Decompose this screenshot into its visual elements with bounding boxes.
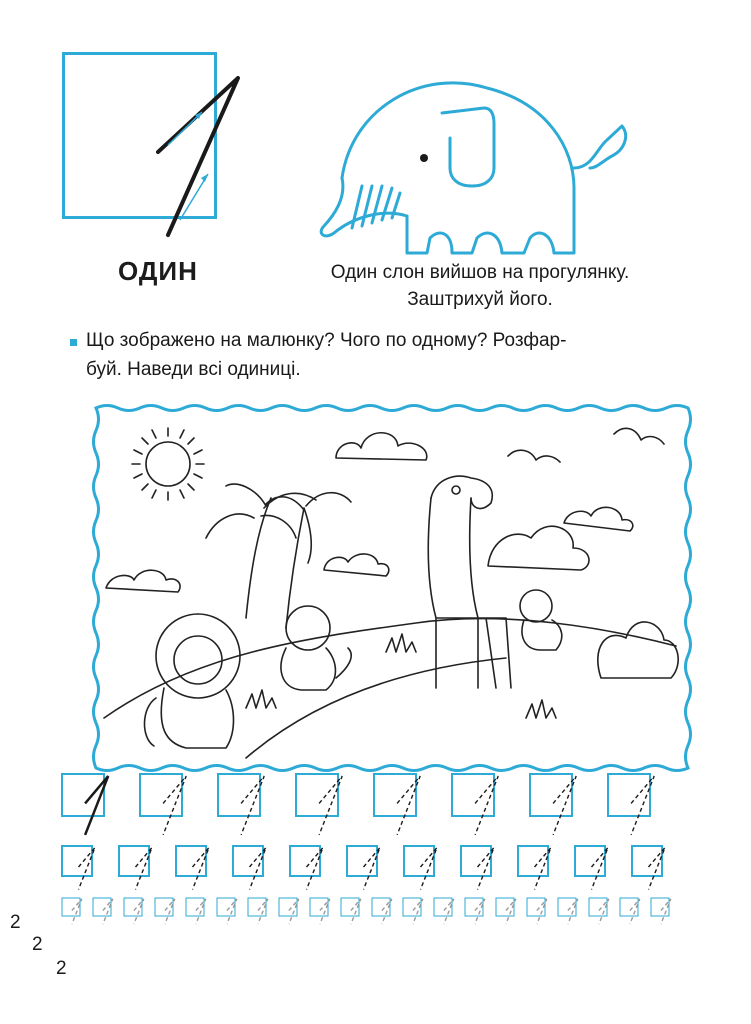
tracing-cell (279, 898, 297, 916)
page-number: 2 (56, 958, 67, 979)
cloud-icon (106, 570, 180, 592)
lion-icon (144, 614, 240, 748)
task-line-1: Що зображено на малюнку? Чого по одному? Розфар- (86, 330, 567, 351)
tracing-cell (155, 898, 173, 916)
tracing-cell (527, 898, 545, 916)
elephant-outline (312, 68, 642, 258)
tracing-cell (620, 898, 638, 916)
practice-cells (62, 774, 671, 924)
cloud-icon (336, 433, 427, 460)
bullet-icon (70, 339, 77, 346)
tracing-cell (372, 898, 390, 916)
sun-icon (132, 428, 204, 500)
tracing-cell (217, 898, 235, 916)
tracing-cell (233, 846, 263, 876)
tracing-cell (140, 774, 182, 816)
palm-tree-icon (266, 493, 351, 628)
tracing-cell (93, 898, 111, 916)
cloud-icon (324, 554, 389, 576)
tracing-cell (62, 898, 80, 916)
tracing-cell (651, 898, 669, 916)
tracing-cell (496, 898, 514, 916)
tracing-cell (518, 846, 548, 876)
tracing-cell (452, 774, 494, 816)
tracing-practice-grid (56, 770, 696, 945)
tracing-cell (608, 774, 650, 816)
tracing-cell (530, 774, 572, 816)
tracing-cell (404, 846, 434, 876)
grass-icon (526, 700, 556, 718)
tracing-cell (310, 898, 328, 916)
story-line-1: Один слон вийшов на прогулянку. (330, 262, 630, 283)
grass-icon (386, 634, 416, 652)
coloring-scene (86, 398, 698, 778)
hill (246, 658, 506, 758)
tracing-cell (632, 846, 662, 876)
page-number: 2 (10, 912, 21, 933)
tracing-cell (341, 898, 359, 916)
tracing-cell (290, 846, 320, 876)
tracing-cell (575, 846, 605, 876)
tracing-cell (124, 898, 142, 916)
tracing-cell (347, 846, 377, 876)
bird-icon (508, 450, 560, 462)
tracing-cell (434, 898, 452, 916)
task-line-2: буй. Наведи всі одиниці. (86, 359, 301, 380)
tracing-cell (62, 846, 92, 876)
cloud-icon (488, 526, 589, 570)
bird-icon (614, 428, 664, 444)
tracing-cell (461, 846, 491, 876)
tracing-cell (186, 898, 204, 916)
tracing-cell (296, 774, 338, 816)
wavy-frame (94, 406, 691, 771)
digit-word: ОДИН (118, 256, 198, 286)
tracing-cell (119, 846, 149, 876)
tracing-cell (465, 898, 483, 916)
tracing-cell (248, 898, 266, 916)
tracing-cell (403, 898, 421, 916)
cloud-icon (598, 622, 678, 678)
giraffe-icon (428, 476, 511, 688)
cloud-icon (564, 507, 633, 531)
digit-one-trace (140, 70, 250, 240)
hill (104, 619, 676, 718)
tracing-cell (176, 846, 206, 876)
grass-icon (246, 690, 276, 708)
monkey-icon (281, 606, 351, 690)
page-number: 2 (32, 934, 43, 955)
story-line-2: Заштрихуй його. (407, 289, 553, 310)
tracing-cell (558, 898, 576, 916)
tracing-cell (589, 898, 607, 916)
tracing-cell (62, 774, 104, 816)
tracing-cell (374, 774, 416, 816)
tracing-cell (218, 774, 260, 816)
